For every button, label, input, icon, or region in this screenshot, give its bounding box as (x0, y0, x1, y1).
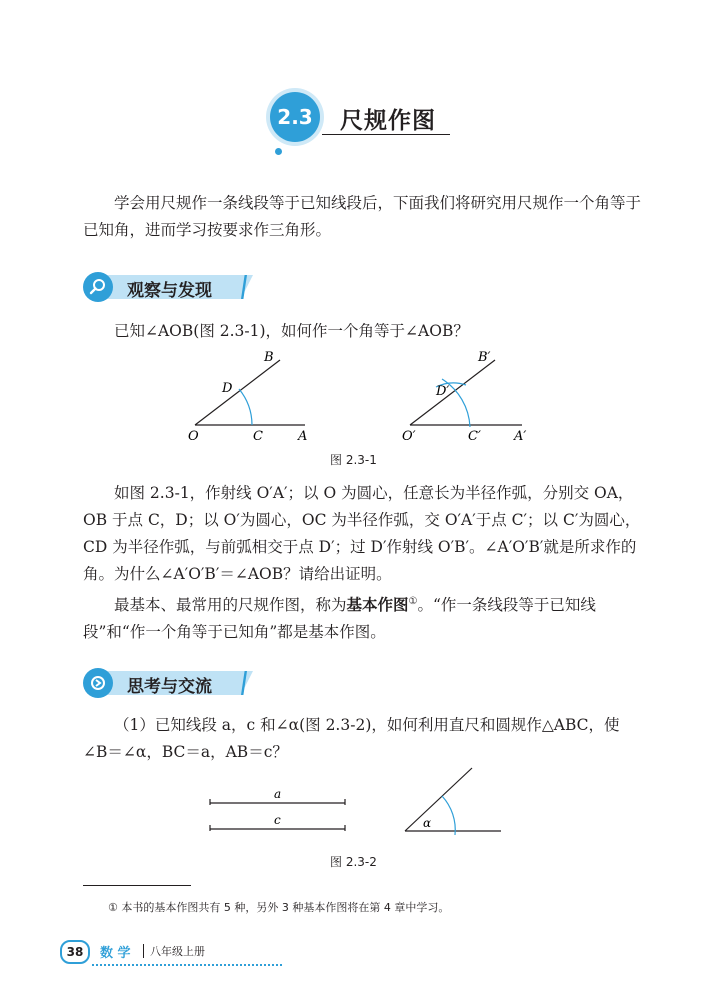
label-D: D (222, 381, 233, 396)
observe-question: 已知∠AOB(图 2.3-1)，如何作一个角等于∠AOB？ (114, 322, 469, 340)
label-D-prime: D′ (436, 384, 450, 399)
footnote-marker: ① (408, 596, 418, 607)
book-title: 数 学 (100, 946, 131, 961)
magnifier-icon (83, 272, 113, 302)
figure-2-3-2 (205, 765, 505, 840)
observe-heading (83, 272, 253, 302)
proof-question: 为什么∠A′O′B′＝∠AOB？请给出证明。 (114, 565, 392, 583)
label-alpha: α (423, 816, 432, 830)
observe-label: 观察与发现 (127, 281, 212, 301)
label-O-prime: O′ (402, 429, 416, 444)
construction-steps: 如图 2.3-1，作射线 O′A′；以 O 为圆心，任意长为半径作弧，分别交 OA，OB 于点 C，D；以 O′为圆心，OC 为半径作弧，交 O′A′于点 C′；以 C′为圆心，CD 为半径作弧，与前弧相交于点 D′；过 D′作射线 O′B′。∠A′O′B′就是所求作的角。 (83, 484, 641, 583)
section-title-underline (322, 134, 450, 135)
section-title: 尺规作图 (340, 108, 436, 134)
arc-alpha (442, 796, 455, 835)
label-C: C (253, 429, 263, 444)
angle-a-prime-o-prime-b-prime (410, 360, 522, 425)
label-A: A (298, 429, 308, 444)
label-A-prime: A′ (514, 429, 527, 444)
figure-2-3-2-caption: 图 2.3-2 (330, 855, 377, 869)
label-B-prime: B′ (478, 350, 491, 365)
basic-construction-term: 基本作图 (346, 596, 409, 615)
question-1: （1）已知线段 a，c 和∠α(图 2.3-2)，如何利用直尺和圆规作△ABC，使∠B＝∠α，BC＝a，AB＝c？ (83, 716, 620, 761)
think-label: 思考与交流 (127, 677, 212, 697)
basic-construction-post: 。“作一条线段等于已知线段”和“作一个角等于已知角”都是基本作图。 (83, 596, 596, 642)
angle-aob (195, 360, 305, 425)
discussion-icon (83, 668, 113, 698)
label-a: a (274, 787, 282, 801)
intro-paragraph: 学会用尺规作一条线段等于已知线段后，下面我们将研究用尺规作一个角等于已知角，进而学习按要求作三角形。 (83, 194, 642, 239)
page-number: 38 (60, 940, 90, 964)
footnote: ① 本书的基本作图共有 5 种，另外 3 种基本作图将在第 4 章中学习。 (108, 901, 450, 914)
basic-construction-paragraph (83, 588, 643, 646)
footer-dots (92, 964, 282, 966)
footnote-rule (83, 885, 191, 886)
basic-construction-pre: 最基本、最常用的尺规作图，称为 (114, 596, 347, 615)
section-badge-dot (275, 148, 282, 155)
book-grade: 八年级上册 (150, 945, 205, 958)
angle-alpha (405, 768, 501, 831)
figure-2-3-1-caption: 图 2.3-1 (330, 453, 377, 467)
footer-divider (143, 944, 144, 958)
label-B: B (264, 350, 274, 365)
section-number-badge: 2.3 (270, 92, 320, 142)
label-C-prime: C′ (468, 429, 481, 444)
arc-cd (239, 389, 252, 425)
figure-2-3-1 (180, 345, 540, 445)
label-O: O (188, 429, 199, 444)
label-c: c (274, 813, 281, 827)
think-heading (83, 668, 253, 698)
